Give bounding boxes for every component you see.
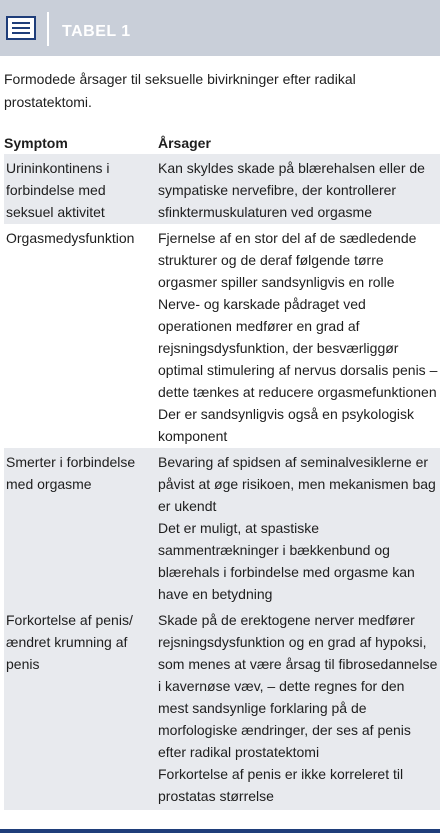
document-icon — [6, 16, 36, 40]
column-header-causes: Årsager — [158, 135, 211, 151]
cause-text: Nerve- og karskade pådraget ved operationen medfører en grad af rejsningsdysfunktion, der besværliggør optimal stimulering af nervus dorsalis penis – dette tænkes at reducere orgasmefunktionen — [158, 296, 438, 400]
cause-text: Fjernelse af en stor del af de sædledende strukturer og de deraf følgende tørre orgasmer spiller sandsynligvis en rolle — [158, 230, 417, 290]
cause-text: Forkortelse af penis er ikke korreleret til prostatas størrelse — [158, 766, 404, 804]
header-divider — [47, 12, 49, 46]
cause-text: Der er sandsynligvis også en psykologisk komponent — [158, 406, 415, 444]
column-header-symptom: Symptom — [4, 135, 68, 151]
symptom-cell: Urininkontinens i forbindelse med seksuel aktivitet — [6, 160, 110, 220]
causes-cell — [158, 157, 438, 223]
table-title: TABEL 1 — [62, 23, 131, 40]
table-head — [4, 132, 440, 154]
cause-text: Bevaring af spidsen af seminalvesiklerne er påvist at øge risikoen, men mekanismen bag er ukendt — [158, 454, 436, 514]
symptom-cell: Orgasmedysfunktion — [6, 230, 135, 246]
table-row — [4, 154, 440, 224]
data-table — [4, 132, 440, 804]
table-row — [4, 448, 440, 606]
table-row — [4, 224, 440, 448]
table-row — [4, 606, 440, 810]
symptom-cell: Smerter i forbindelse med orgasme — [6, 454, 136, 492]
causes-cell — [158, 451, 438, 605]
causes-cell — [158, 227, 438, 447]
symptom-cell: Forkortelse af penis/ændret krumning af penis — [6, 612, 133, 672]
cause-text: Kan skyldes skade på blærehalsen eller de sympatiske nervefibre, der kontrollerer sfinktermuskulaturen ved orgasme — [158, 160, 425, 220]
cause-text: Det er muligt, at spastiske sammentrækninger i bækkenbund og blærehals i forbindelse med orgasme kan have en betydning — [158, 520, 415, 602]
table-header-bar — [0, 0, 440, 56]
cause-text: Skade på de erektogene nerver medfører rejsningsdysfunktion og en grad af hypoksi, som menes at være årsag til fibrosedannelse i kavernøse væv, – dette regnes for den mest sandsynlige forklaring på de morfologiske ændringer, der ses af penis efter radikal prostatektomi — [158, 612, 438, 760]
bottom-rule — [0, 829, 440, 833]
table-caption: Formodede årsager til seksuelle bivirkninger efter radikal prostatektomi. — [4, 71, 356, 110]
causes-cell — [158, 609, 438, 807]
